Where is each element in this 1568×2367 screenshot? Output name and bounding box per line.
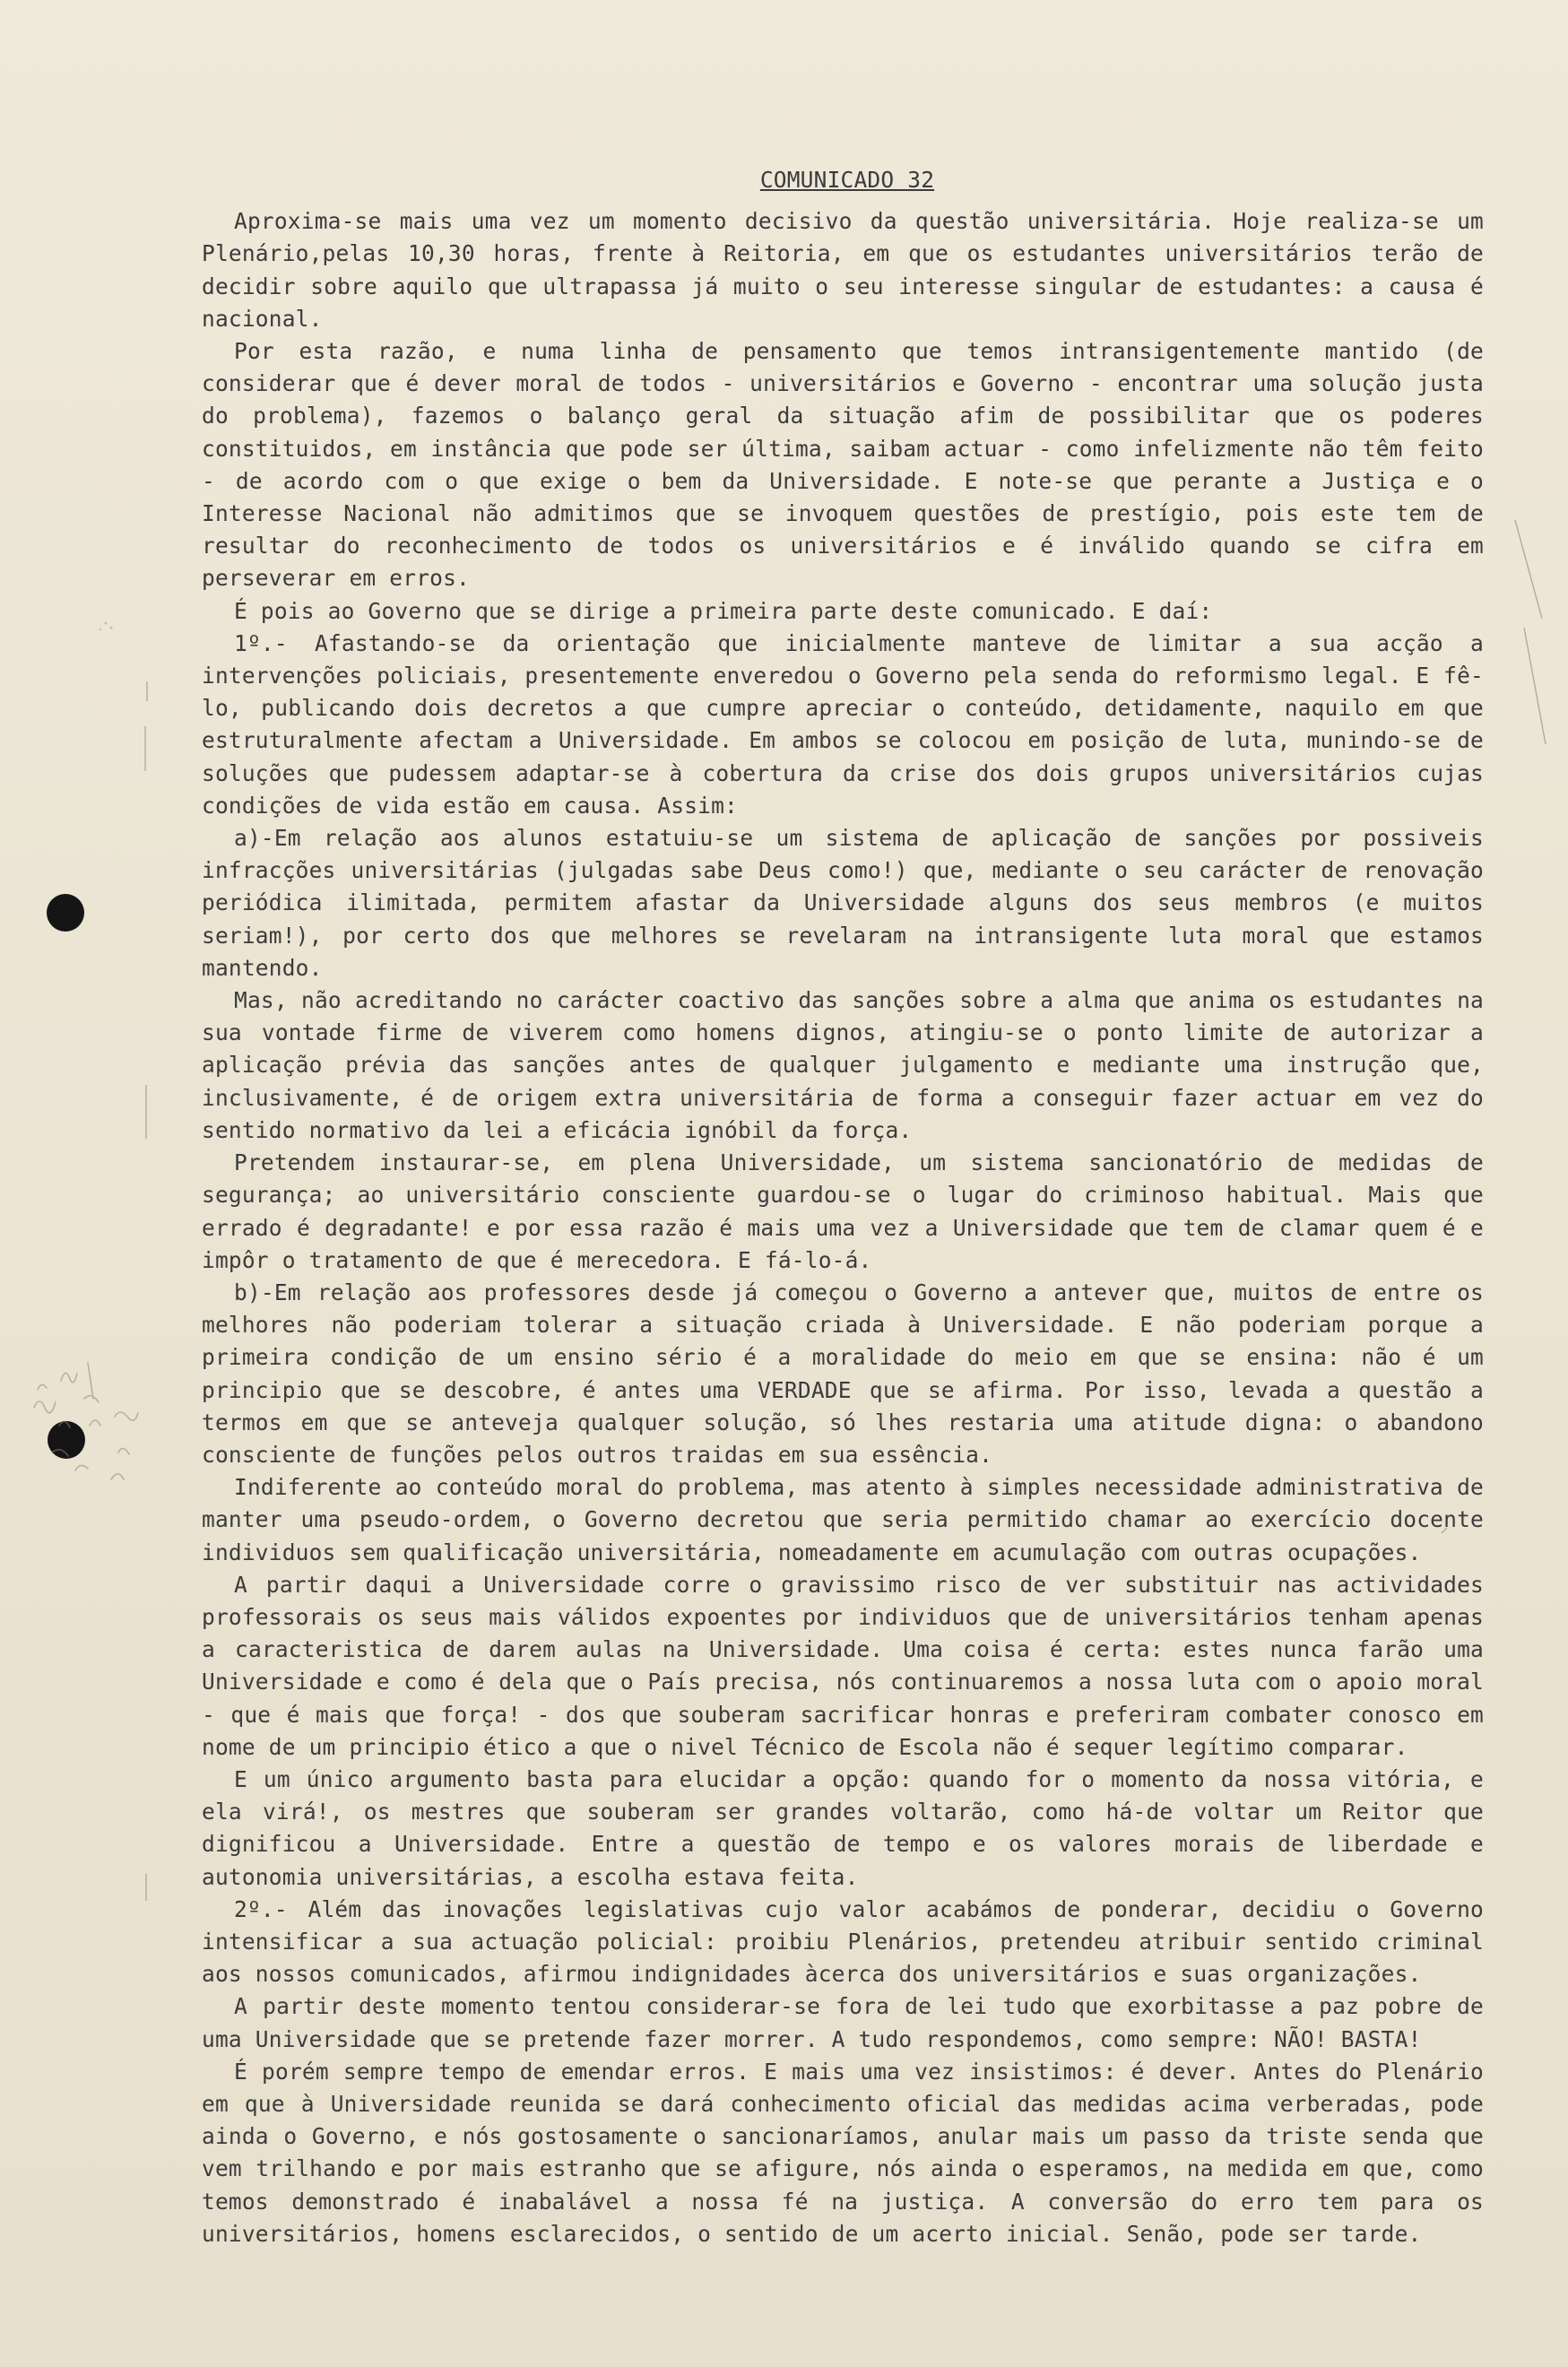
paragraph-reason: Por esta razão, e numa linha de pensamento que temos intransigentemente mantido (de considerar que é dever moral de todos - universitários e Governo - encontrar uma solução justa do problema), fazemos o balanço geral da situação afim de possibilitar que os poderes constituidos, em instância que pode ser última, saibam actuar - como infelizmente não têm feito - de acordo com o que exige o bem da Universidade. E note-se que perante a Justiça e o Interesse Nacional não admitimos que se invoquem questões de prestígio, pois este tem de resultar do reconhecimento de todos os universitários e é inválido quando se cifra em perseverar em erros.	[202, 338, 1484, 592]
paragraph-point-2: 2º.- Além das inovações legislativas cujo valor acabámos de ponderar, decidiu o Governo intensificar a sua actuação policial: proibiu Plenários, pretendeu atribuir sentido criminal aos nossos comunicados, afirmou indignidades àcerca dos universitários e suas organizações.	[202, 1895, 1484, 1988]
paragraph-intro: Aproxima-se mais uma vez um momento decisivo da questão universitária. Hoje realiza-se um Plenário,pelas 10,30 horas, frente à Reitoria, em que os estudantes universitários terão de decidir sobre aquilo que ultrapassa já muito o seu interesse singular de estudantes: a causa é nacional.	[202, 208, 1484, 332]
paragraph-conclusion: É porém sempre tempo de emendar erros. E mais uma vez insistimos: é dever. Antes do Plenário em que à Universidade reunida se dará conhecimento oficial das medidas acima verberadas, pode ainda o Governo, e nós gostosamente o sancionaríamos, anular mais um passo da triste senda que vem trilhando e por mais estranho que se afigure, nós ainda o esperamos, na medida em que, como temos demonstrado é inabalável a nossa fé na justiça. A conversão do erro tem para os universitários, homens esclarecidos, o sentido de um acerto inicial. Senão, pode ser tarde.	[202, 2058, 1484, 2247]
paragraph-argument: E um único argumento basta para elucidar a opção: quando for o momento da nossa vitória, e ela virá!, os mestres que souberam ser grandes voltarão, como há-de voltar um Reitor que dignificou a Universidade. Entre a questão de tempo e os valores morais de liberdade e autonomia universitárias, a escolha estava feita.	[202, 1765, 1484, 1890]
paragraph-point-b: b)-Em relação aos professores desde já começou o Governo a antever que, muitos de entre os melhores não poderiam tolerar a situação criada à Universidade. E não poderiam porque a primeira condição de um ensino sério é a moralidade do meio em que se ensina: não é um principio que se descobre, é antes uma VERDADE que se afirma. Por isso, levada a questão a termos em que se anteveja qualquer solução, só lhes restaria uma atitude digna: o abandono consciente de funções pelos outros traidas em sua essência.	[202, 1279, 1484, 1468]
paragraph-outside-law: A partir deste momento tentou considerar-se fora de lei tudo que exorbitasse a paz pobre de uma Universidade que se pretende fazer morrer. A tudo respondemos, como sempre: NÃO! BASTA!	[202, 1993, 1484, 2052]
paragraph-sanctions: Mas, não acreditando no carácter coactivo das sanções sobre a alma que anima os estudantes na sua vontade firme de viverem como homens dignos, atingiu-se o ponto limite de autorizar a aplicação prévia das sanções antes de qualquer julgamento e mediante uma instrução que, inclusivamente, é de origem extra universitária de forma a conseguir fazer actuar em vez do sentido normativo da lei a eficácia ignóbil da força.	[202, 987, 1484, 1143]
paragraph-government: É pois ao Governo que se dirige a primeira parte deste comunicado. E daí:	[234, 597, 1213, 624]
paragraph-risk: A partir daqui a Universidade corre o gravissimo risco de ver substituir nas actividades professorais os seus mais válidos expoentes por individuos que de universitários tenham apenas a caracteristica de darem aulas na Universidade. Uma coisa é certa: estes nunca farão uma Universidade e como é dela que o País precisa, nós continuaremos a nossa luta com o apoio moral - que é mais que força! - dos que souberam sacrificar honras e preferiram combater conosco em nome de um principio ético a que o nivel Técnico de Escola não é sequer legítimo comparar.	[202, 1571, 1484, 1760]
document-title: COMUNICADO 32	[759, 167, 935, 193]
paragraph-security-system: Pretendem instaurar-se, em plena Universidade, um sistema sancionatório de medidas de segurança; ao universitário consciente guardou-se o lugar do criminoso habitual. Mais que errado é degradante! e por essa razão é mais uma vez a Universidade que tem de clamar quem é e impôr o tratamento de que é merecedora. E fá-lo-á.	[202, 1149, 1484, 1273]
paragraph-point-1: 1º.- Afastando-se da orientação que inicialmente manteve de limitar a sua acção a intervenções policiais, presentemente enveredou o Governo pela senda do reformismo legal. E fê-lo, publicando dois decretos a que cumpre apreciar o conteúdo, detidamente, naquilo em que estruturalmente afectam a Universidade. Em ambos se colocou em posição de luta, munindo-se de soluções que pudessem adaptar-se à cobertura da crise dos dois grupos universitários cujas condições de vida estão em causa. Assim:	[202, 629, 1484, 819]
document-body	[202, 164, 1484, 2250]
paragraph-pseudo-order: Indiferente ao conteúdo moral do problema, mas atento à simples necessidade administrativa de manter uma pseudo-ordem, o Governo decretou que seria permitido chamar ao exercício docente individuos sem qualificação universitária, nomeadamente em acumulação com outras ocupações.	[202, 1474, 1484, 1565]
paragraph-point-a: a)-Em relação aos alunos estatuiu-se um sistema de aplicação de sanções por possiveis infracções universitárias (julgadas sabe Deus como!) que, mediante o seu carácter de renovação periódica ilimitada, permitem afastar da Universidade alguns dos seus membros (e muitos seriam!), por certo dos que melhores se revelaram na intransigente luta moral que estamos mantendo.	[202, 825, 1484, 981]
